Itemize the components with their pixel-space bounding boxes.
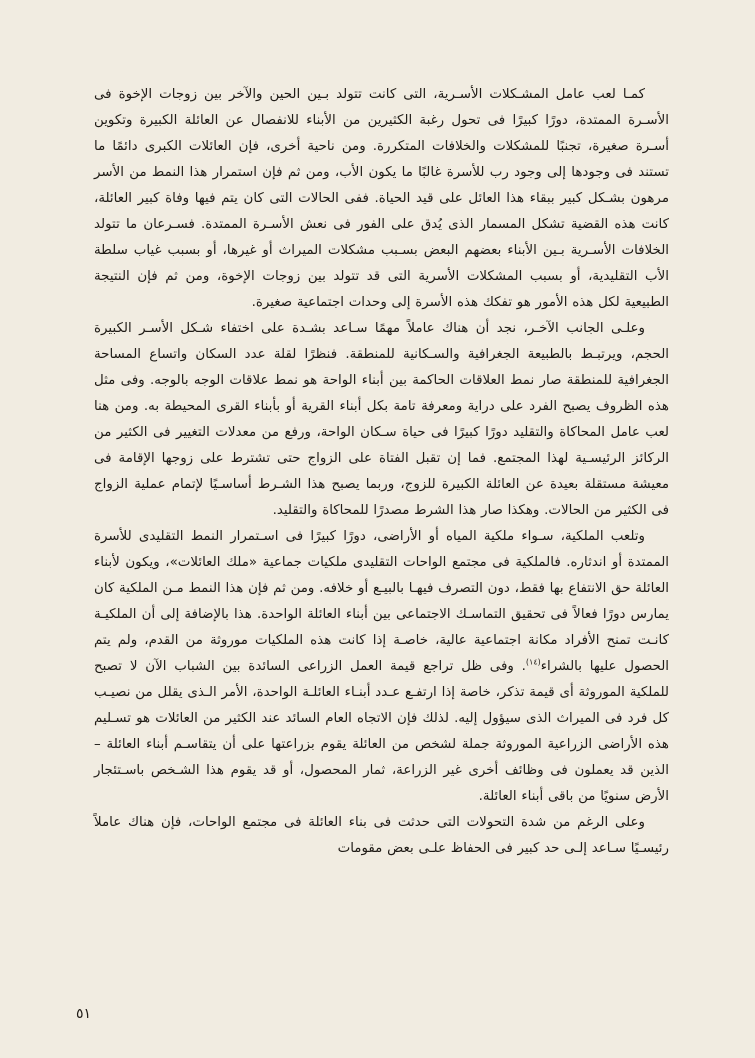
footnote-reference: (١٤): [525, 657, 541, 667]
paragraph-4: وعلى الرغم من شدة التحولات التى حدثت فى بناء العائلة فى مجتمع الواحات، فإن هناك عاملاً رئيسـيًا سـاعد إلـى حد كبير فى الحفاظ علـى بعض مقومات: [94, 815, 669, 856]
paragraph-1: كمـا لعب عامل المشـكلات الأسـرية، التى كانت تتولد بـين الحين والآخر بين زوجات الإخوة فى الأسـرة الممتدة، دورًا كبيرًا فى تحول رغبة الكثيرين من الأبناء للانفصال عن العائلة الكبيرة وتكوين أسـرة صغيرة، تجنبًا للمشكلات والخلافات المتكررة. ومن ناحية أخرى، فإن العائلات الكبرى دائمًا ما تستند فى وجودها إلى وجود رب للأسرة غالبًا ما يكون الأب، ومن ثم فإن استمرار هذا النمط من الأسر مرهون بشـكل كبير ببقاء هذا العائل على قيد الحياة. ففى الحالات التى كان يتم فيها وفاة كبير العائلة، كانت هذه القضية تشكل المسمار الذى يُدق على الفور فى نعش الأسـرة الممتدة. فسـرعان ما تتولد الخلافات الأسـرية بـين الأبناء بعضهم البعض بسـبب مشكلات الميراث أو غيرها، أو بسبب غياب سلطة الأب التقليدية، أو بسبب المشكلات الأسرية التى قد تتولد بين زوجات الإخوة، ومن ثم فإن النتيجة الطبيعية لكل هذه الأمور هو تفكك هذه الأسرة إلى وحدات اجتماعية صغيرة.: [94, 87, 669, 310]
page-number: ٥١: [76, 1006, 92, 1022]
paragraph-3-part-2: . وفى ظل تراجع قيمة العمل الزراعى السائدة بين الشباب الآن لا تصبح للملكية الموروثة أى قيمة تذكر، خاصة إذا ارتفـع عـدد أبنـاء العائلـة الواحدة، الأمر الـذى يقلل من نصيـب كل فرد فى الميراث الذى سيؤول إليه. لذلك فإن الاتجاه العام السائد عند الكثير من العائلات هو تسـليم هذه الأراضى الزراعية الموروثة جملة لشخص من العائلة يقوم بزراعتها على أن يتقاسـم أبناء العائلة – الذين قد يعملون فى وظائف أخرى غير الزراعة، ثمار المحصول، أو قد يقوم هذا الشـخص باسـتئجار الأرض سنويًا من باقى أبناء العائلة.: [94, 659, 669, 804]
paragraph-3: [94, 524, 669, 810]
body-text: [94, 82, 669, 862]
paragraph-3-part-1: وتلعب الملكية، سـواء ملكية المياه أو الأراضى، دورًا كبيرًا فى اسـتمرار النمط التقليدى للأسرة الممتدة أو اندثاره. فالملكية فى مجتمع الواحات التقليدى ملكيات جماعية «ملك العائلات»، ويكون لأبناء العائلة حق الانتفاع بها فقط، دون التصرف فيهـا بالبيـع أو خلافه. ومن ثم فإن هذا النمط مـن الملكية كان يمارس دورًا فعالاً فى تحقيق التماسـك الاجتماعى بين أبناء العائلة الواحدة. هذا بالإضافة إلى أن الملكيـة كانـت تمنح الأفراد مكانة اجتماعية عالية، خاصـة إذا كانت هذه الملكيات موروثة من القدم، ولم يتم الحصول عليها بالشراء: [94, 529, 669, 674]
paragraph-2: وعلـى الجانب الآخـر، نجد أن هناك عاملاً مهمًا سـاعد بشـدة على اختفاء شـكل الأسـر الكبيرة الحجم، ويرتبـط بالطبيعة الجغرافية والسـكانية للمنطقة. فنظرًا لقلة عدد السكان واتساع المساحة الجغرافية للمنطقة صار نمط العلاقات الحاكمة بين أبناء الواحة هو نمط علاقات الوجه بالوجه. وفى مثل هذه الظروف يصبح الفرد على دراية ومعرفة تامة بكل أبناء القرية أو بأبناء القرى المحيطة به. ومن هنا لعب عامل المحاكاة والتقليد دورًا كبيرًا فى حياة سـكان الواحة، ورفع من معدلات التغيير فى الكثير من الركائز الرئيسـية لهذا المجتمع. فما إن تقبل الفتاة على الزواج حتى تشترط على زوجها الإقامة فى معيشة مستقلة بعيدة عن العائلة الكبيرة للزوج، وربما يصبح هذا الشـرط أساسـيًا لإتمام عملية الزواج فى الكثير من الحالات. وهكذا صار هذا الشرط مصدرًا للمحاكاة والتقليد.: [94, 321, 669, 518]
